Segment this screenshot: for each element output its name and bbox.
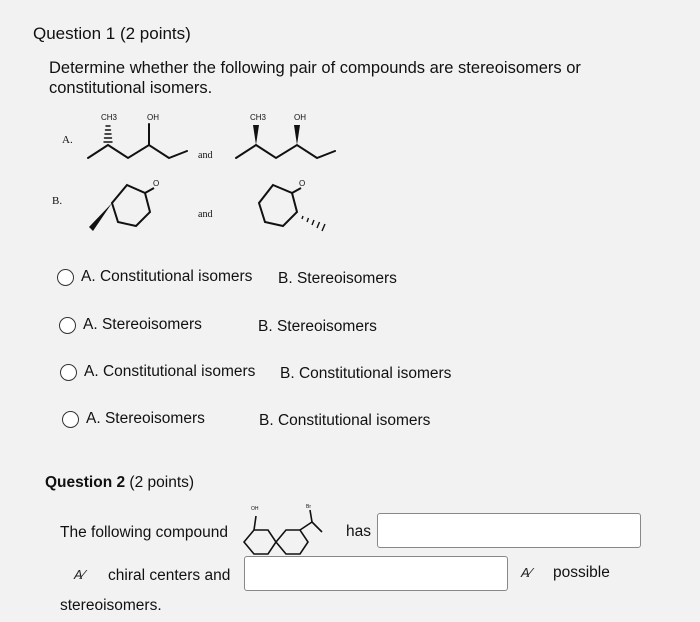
structures-figure xyxy=(0,0,700,260)
question-2-br-label: Br xyxy=(306,504,311,510)
question-1-title: Question 1 (2 points) xyxy=(33,24,191,43)
question-2-title-text: Question 2 xyxy=(45,474,126,491)
question-1-prompt: Determine whether the following pair of compounds are stereoisomers or constitutional isomers. xyxy=(49,59,581,97)
option-1-a-text: A. Constitutional isomers xyxy=(81,268,253,285)
question-2-text-end: stereoisomers. xyxy=(60,597,162,614)
option-1-b-text: B. Stereoisomers xyxy=(278,270,397,287)
pair-b-and: and xyxy=(198,209,213,220)
question-2-title xyxy=(45,474,194,492)
spellcheck-icon-1[interactable]: A⁄ xyxy=(74,567,85,582)
pair-a-molecule-2-wedge-ch3 xyxy=(253,125,259,145)
option-4-radio[interactable] xyxy=(62,411,79,428)
pair-b-molecule-2-hashed-wedge xyxy=(302,216,325,231)
pair-a-ch3-label-1: CH3 xyxy=(101,113,118,122)
pair-a-oh-label-1: OH xyxy=(147,113,159,122)
option-3[interactable] xyxy=(60,363,255,381)
option-4-b-text: B. Constitutional isomers xyxy=(259,412,431,429)
question-2-points: (2 points) xyxy=(129,474,195,491)
option-4-a-text: A. Stereoisomers xyxy=(86,410,205,427)
option-1-radio[interactable] xyxy=(57,269,74,286)
question-2-text-chiral: chiral centers and xyxy=(108,567,231,584)
pair-a-molecule-1-hashed-wedge xyxy=(104,126,112,142)
pair-b-label: B. xyxy=(52,195,63,207)
pair-a-molecule-2-wedge-oh xyxy=(294,125,300,145)
question-2-oh-label: OH xyxy=(251,506,259,512)
pair-b-molecule-1 xyxy=(112,185,154,226)
pair-b-oxygen-label-2: O xyxy=(299,179,306,188)
pair-a-molecule-1 xyxy=(88,124,187,158)
answer-input-1[interactable] xyxy=(377,513,641,548)
option-2-radio[interactable] xyxy=(59,317,76,334)
pair-b-molecule-1-wedge xyxy=(89,203,112,231)
option-3-a-text: A. Constitutional isomers xyxy=(84,363,256,380)
option-2-a-text: A. Stereoisomers xyxy=(83,316,202,333)
question-2-text-possible: possible xyxy=(553,564,610,581)
pair-a-molecule-2 xyxy=(236,145,335,158)
answer-input-2[interactable] xyxy=(244,556,508,591)
pair-a-label: A. xyxy=(62,134,73,146)
spellcheck-icon-2[interactable]: A⁄ xyxy=(521,565,532,580)
pair-a-and: and xyxy=(198,150,213,161)
pair-b-molecule-2 xyxy=(259,185,301,226)
option-1[interactable] xyxy=(57,268,252,286)
option-3-b-text: B. Constitutional isomers xyxy=(280,365,452,382)
option-3-radio[interactable] xyxy=(60,364,77,381)
question-2-text-has: has xyxy=(346,523,371,540)
pair-a-ch3-label-2: CH3 xyxy=(250,113,267,122)
question-2-text-before: The following compound xyxy=(60,524,229,541)
question-2-molecule xyxy=(236,500,326,560)
option-2-b-text: B. Stereoisomers xyxy=(258,318,377,335)
pair-a-oh-label-2: OH xyxy=(294,113,306,122)
option-4[interactable] xyxy=(62,410,205,428)
pair-b-oxygen-label-1: O xyxy=(153,179,160,188)
option-2[interactable] xyxy=(59,316,202,334)
